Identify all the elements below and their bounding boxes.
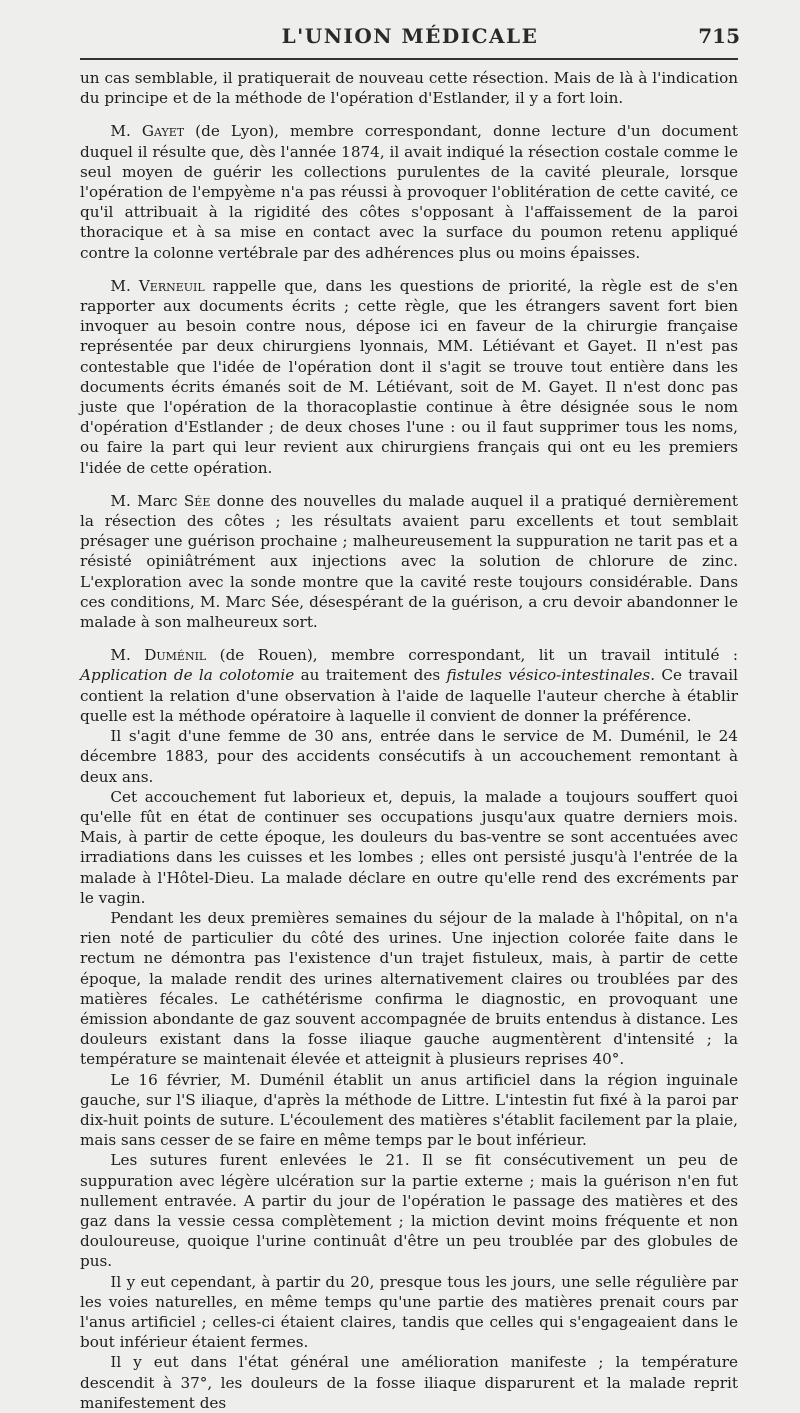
paragraph-text: au traitement des xyxy=(294,666,447,685)
paragraph-text: Pendant les deux premières semaines du séjour de la malade à l'hôpital, on n'a rien noté de particulier du côté des urines. Une injection colorée faite dans le rectum ne démontra pas l'existence d'un trajet fistuleux, mais, à partir de cette époque, la malade rendit des urines alternativement claires ou troublées par des matières fécales. Le cathétérisme confirma le diagnostic, en provoquant une émission abondante de gaz souvent accompagnée de bruits entendus à distance. Les douleurs existant dans la fosse iliaque gauche augmentèrent d'intensité ; la température se maintenait élevée et atteignit à plusieurs reprises 40°. xyxy=(80,908,738,1069)
article-body xyxy=(80,68,738,1413)
paragraph-gap xyxy=(80,632,738,645)
paragraph xyxy=(80,645,738,726)
paragraph xyxy=(80,68,738,108)
speaker-name: Duménil xyxy=(144,646,207,665)
paragraph xyxy=(80,908,738,1070)
paragraph-text: M. xyxy=(110,276,139,295)
paragraph-text: . Ce travail contient la relation d'une observation à l'aide de laquelle l'auteur cherche à établir quelle est la méthode opératoire à laquelle il convient de donner la préférence. xyxy=(80,666,738,725)
paragraph xyxy=(80,1352,738,1413)
paragraph xyxy=(80,1150,738,1271)
speaker-name: Sée xyxy=(183,491,211,510)
paragraph-text: Il y eut dans l'état général une amélioration manifeste ; la température descendit à 37°, les douleurs de la fosse iliaque disparurent et la malade reprit manifestement des xyxy=(80,1353,738,1412)
paragraph-text: Les sutures furent enlevées le 21. Il se fit consécutivement un peu de suppuration avec légère ulcération sur la partie externe ; mais la guérison n'en fut nullement entravée. A partir du jour de l'opération le passage des matières et des gaz dans la vessie cessa complètement ; la miction devint moins fréquente et non douloureuse, quoique l'urine continuât d'être un peu troublée par des globules de pus. xyxy=(80,1151,738,1271)
page-number: 715 xyxy=(698,24,740,48)
speaker-name: Gayet xyxy=(141,122,185,141)
paragraph-text: M. Marc xyxy=(110,491,184,510)
paragraph xyxy=(80,787,738,908)
italic-title: Application de la colotomie xyxy=(80,666,295,685)
paragraph xyxy=(80,121,738,262)
paragraph xyxy=(80,1272,738,1353)
paragraph-text: un cas semblable, il pratiquerait de nouveau cette résection. Mais de là à l'indication du principe et de la méthode de l'opération d'Estlander, il y a fort loin. xyxy=(80,69,738,108)
paragraph xyxy=(80,1070,738,1151)
paragraph-text: donne des nouvelles du malade auquel il a pratiqué dernièrement la résection des côtes ; les résultats avaient paru excellents et tout semblait présager une guérison prochaine ; malheureusement la suppuration ne tarit pas et a résisté opiniâtrément aux injections avec la solution de chlorure de zinc. L'exploration avec la sonde montre que la cavité reste toujours considérable. Dans ces conditions, M. Marc Sée, désespérant de la guérison, a cru devoir abandonner le malade à son malheureux sort. xyxy=(80,491,738,632)
italic-title: fistules vésico-intestinales xyxy=(446,666,651,685)
paragraph xyxy=(80,726,738,787)
paragraph-text: Le 16 février, M. Duménil établit un anus artificiel dans la région inguinale gauche, sur l'S iliaque, d'après la méthode de Littre. L'intestin fut fixé à la paroi par dix-huit points de suture. L'écoulement des matières s'établit facilement par la plaie, mais sans cesser de se faire en même temps par le bout inférieur. xyxy=(80,1070,738,1150)
paragraph xyxy=(80,276,738,478)
journal-title: L'UNION MÉDICALE xyxy=(281,24,539,48)
paragraph-text: Il s'agit d'une femme de 30 ans, entrée dans le service de M. Duménil, le 24 décembre 1883, pour des accidents consécutifs à un accouchement remontant à deux ans. xyxy=(80,727,738,786)
paragraph-gap xyxy=(80,108,738,121)
paragraph-text: Il y eut cependant, à partir du 20, presque tous les jours, une selle régulière par les voies naturelles, en même temps qu'une partie des matières prenait cours par l'anus artificiel ; celles-ci étaient claires, tandis que celles qui s'engageaient dans le bout inférieur étaient fermes. xyxy=(80,1272,738,1352)
speaker-name: Verneuil xyxy=(138,276,205,295)
header-rule xyxy=(80,58,738,60)
paragraph-text: Cet accouchement fut laborieux et, depuis, la malade a toujours souffert quoi qu'elle fût en état de continuer ses occupations jusqu'aux quatre derniers mois. Mais, à partir de cette époque, les douleurs du bas-ventre se sont accentuées avec irradiations dans les cuisses et les lombes ; elles ont persisté jusqu'à l'entrée de la malade à l'Hôtel-Dieu. La malade déclare en outre qu'elle rend des excréments par le vagin. xyxy=(80,787,738,907)
paragraph xyxy=(80,491,738,632)
paragraph-text: (de Lyon), membre correspondant, donne lecture d'un document duquel il résulte que, dès l'année 1874, il avait indiqué la résection costale comme le seul moyen de guérir les collections purulentes de la cavité pleurale, lorsque l'opération de l'empyème n'a pas réussi à provoquer l'oblitération de cette cavité, ce qu'il attribuait à la rigidité des côtes s'opposant à l'affaissement de la paroi thoracique et à sa mise en contact avec la surface du poumon retenu appliqué contre la colonne vertébrale par des adhérences plus ou moins épaisses. xyxy=(80,122,738,262)
paragraph-text: rappelle que, dans les questions de priorité, la règle est de s'en rapporter aux documents écrits ; cette règle, que les étrangers savent fort bien invoquer au besoin contre nous, dépose ici en faveur de la chirurgie française représentée par deux chirurgiens lyonnais, MM. Létiévant et Gayet. Il n'est pas contestable que l'idée de l'opération dont il s'agit se trouve tout entière dans les documents écrits émanés soit de M. Létiévant, soit de M. Gayet. Il n'est donc pas juste que l'opération de la thoracoplastie continue à être désignée sous le nom d'opération d'Estlander ; de deux choses l'une : ou il faut supprimer tous les noms, ou faire la part qui leur revient aux chirurgiens français qui ont eu les premiers l'idée de cette opération. xyxy=(80,276,738,477)
paragraph-gap xyxy=(80,263,738,276)
page-header xyxy=(80,22,740,50)
paragraph-text: M. xyxy=(110,122,142,141)
paragraph-text: (de Rouen), membre correspondant, lit un travail intitulé : xyxy=(206,646,738,665)
paragraph-text: M. xyxy=(110,646,145,665)
paragraph-gap xyxy=(80,478,738,491)
